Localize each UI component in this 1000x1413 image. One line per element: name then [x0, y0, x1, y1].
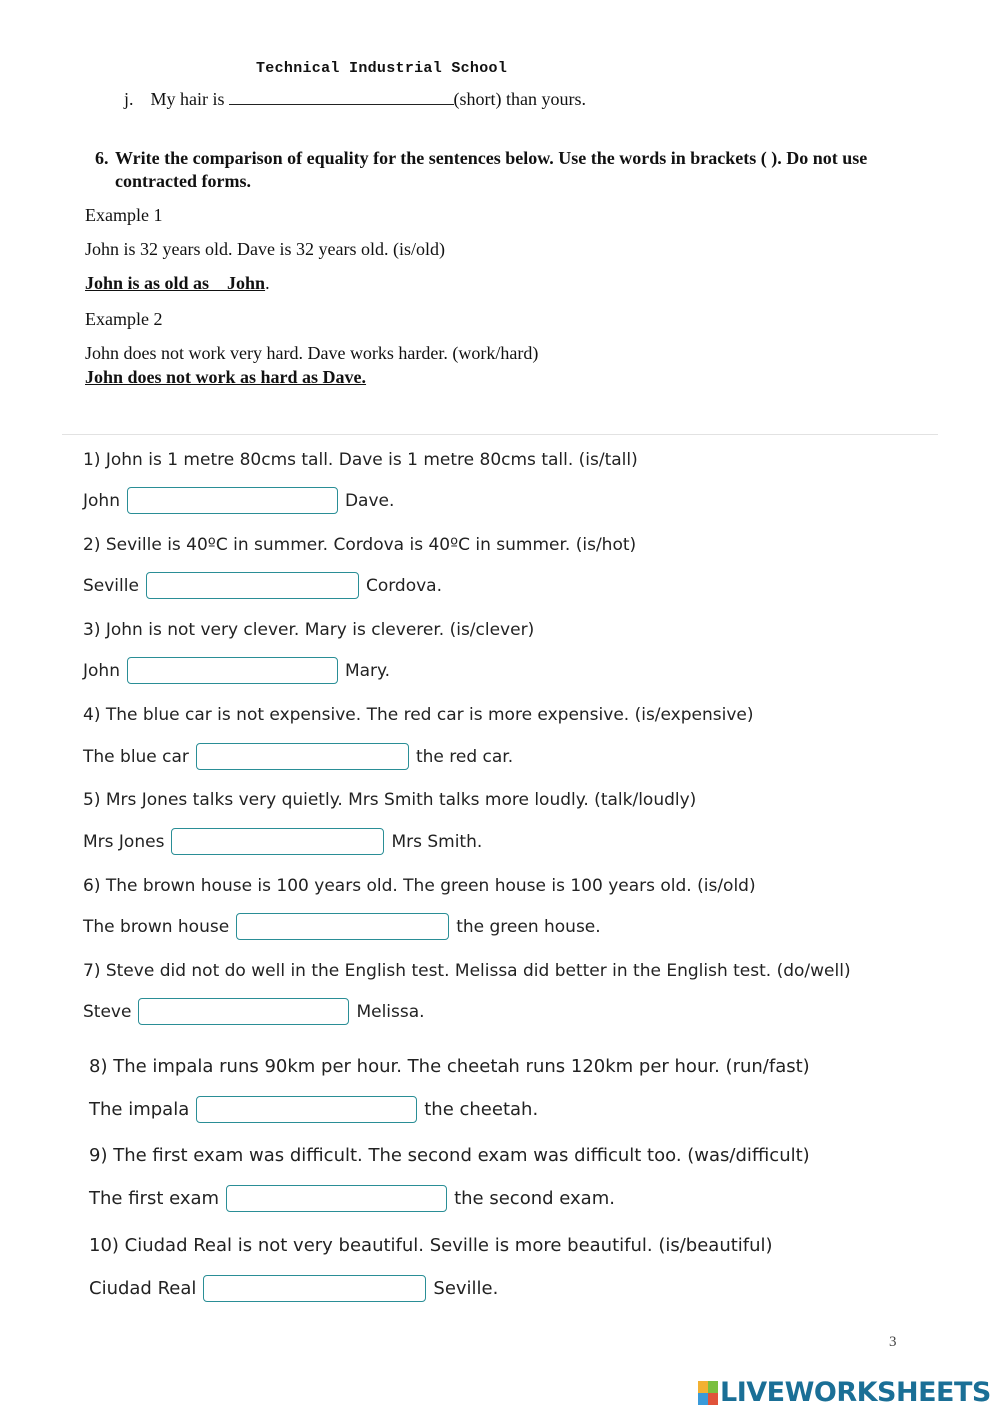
question-10-answer-input[interactable]	[203, 1275, 426, 1302]
page-number: 3	[889, 1334, 897, 1350]
question-4-row	[83, 743, 513, 770]
example-1-sentence: John is 32 years old. Dave is 32 years old. (is/old)	[85, 239, 445, 259]
liveworksheets-wordmark: LIVEWORKSHEETS	[720, 1377, 991, 1408]
question-4-after: the red car.	[415, 746, 514, 767]
question-6-answer-input[interactable]	[236, 913, 449, 940]
question-9-prompt: 9) The first exam was difficult. The second exam was difficult too. (was/difficult)	[89, 1145, 810, 1166]
question-3-row	[83, 657, 390, 684]
school-header: Technical Industrial School	[256, 60, 508, 77]
question-10-after: Seville.	[433, 1278, 499, 1299]
liveworksheets-logo[interactable]	[698, 1377, 991, 1408]
exercise-item-j	[124, 88, 586, 110]
question-4-before: The blue car	[83, 746, 189, 767]
question-2-answer-input[interactable]	[146, 572, 359, 599]
question-5-prompt: 5) Mrs Jones talks very quietly. Mrs Smith talks more loudly. (talk/loudly)	[83, 790, 697, 810]
question-9-answer-input[interactable]	[226, 1185, 447, 1212]
item-marker: j.	[124, 89, 134, 109]
question-4-answer-input[interactable]	[196, 743, 409, 770]
question-9-row	[89, 1185, 615, 1212]
section-divider	[62, 434, 938, 435]
question-3-before: John	[83, 660, 120, 681]
question-2-prompt: 2) Seville is 40ºC in summer. Cordova is 40ºC in summer. (is/hot)	[83, 535, 637, 555]
example-1-answer-period: .	[265, 273, 270, 293]
question-6-after: the green house.	[456, 916, 601, 937]
question-1-prompt: 1) John is 1 metre 80cms tall. Dave is 1 metre 80cms tall. (is/tall)	[83, 450, 638, 470]
question-1-row	[83, 487, 394, 514]
question-6-prompt: 6) The brown house is 100 years old. The green house is 100 years old. (is/old)	[83, 876, 756, 896]
question-7-answer-input[interactable]	[138, 998, 349, 1025]
question-2-after: Cordova.	[365, 575, 442, 596]
question-8-answer-input[interactable]	[196, 1096, 417, 1123]
example-1-answer-text: John is as old as John	[85, 273, 266, 293]
item-j-after: (short) than yours.	[453, 89, 586, 109]
question-10-row	[89, 1275, 498, 1302]
question-10-prompt: 10) Ciudad Real is not very beautiful. Seville is more beautiful. (is/beautiful)	[89, 1235, 773, 1256]
question-1-before: John	[83, 490, 120, 511]
item-j-before: My hair is	[150, 89, 225, 109]
question-7-before: Steve	[83, 1001, 132, 1022]
example-1-answer	[85, 273, 270, 294]
section-instruction-text: Write the comparison of equality for the sentences below. Use the words in brackets ( ). Do not use contracted forms.	[115, 148, 868, 191]
example-1-label: Example 1	[85, 205, 163, 225]
question-3-prompt: 3) John is not very clever. Mary is cleverer. (is/clever)	[83, 620, 535, 640]
question-8-after: the cheetah.	[424, 1099, 539, 1120]
section-number: 6.	[95, 148, 109, 168]
question-7-row	[83, 998, 425, 1025]
question-3-after: Mary.	[344, 660, 391, 681]
question-4-prompt: 4) The blue car is not expensive. The red car is more expensive. (is/expensive)	[83, 705, 754, 725]
question-5-row	[83, 828, 482, 855]
section-6-instruction	[95, 147, 905, 193]
question-2-before: Seville	[83, 575, 139, 596]
question-5-answer-input[interactable]	[171, 828, 384, 855]
example-2-sentence: John does not work very hard. Dave works harder. (work/hard)	[85, 343, 539, 363]
question-8-row	[89, 1096, 538, 1123]
question-5-before: Mrs Jones	[83, 831, 165, 852]
question-8-before: The impala	[89, 1099, 190, 1120]
question-5-after: Mrs Smith.	[391, 831, 483, 852]
question-6-row	[83, 913, 601, 940]
question-6-before: The brown house	[83, 916, 230, 937]
question-3-answer-input[interactable]	[127, 657, 338, 684]
example-2-label: Example 2	[85, 309, 163, 329]
question-8-prompt: 8) The impala runs 90km per hour. The cheetah runs 120km per hour. (run/fast)	[89, 1056, 810, 1077]
question-7-prompt: 7) Steve did not do well in the English test. Melissa did better in the English test. (do/well)	[83, 961, 851, 981]
question-9-after: the second exam.	[454, 1188, 615, 1209]
answer-blank-line	[229, 88, 454, 105]
question-1-answer-input[interactable]	[127, 487, 338, 514]
question-9-before: The first exam	[89, 1188, 220, 1209]
liveworksheets-mark-icon	[698, 1381, 718, 1405]
question-7-after: Melissa.	[356, 1001, 425, 1022]
question-10-before: Ciudad Real	[89, 1278, 197, 1299]
question-2-row	[83, 572, 442, 599]
question-1-after: Dave.	[344, 490, 395, 511]
example-2-answer: John does not work as hard as Dave.	[85, 367, 367, 387]
